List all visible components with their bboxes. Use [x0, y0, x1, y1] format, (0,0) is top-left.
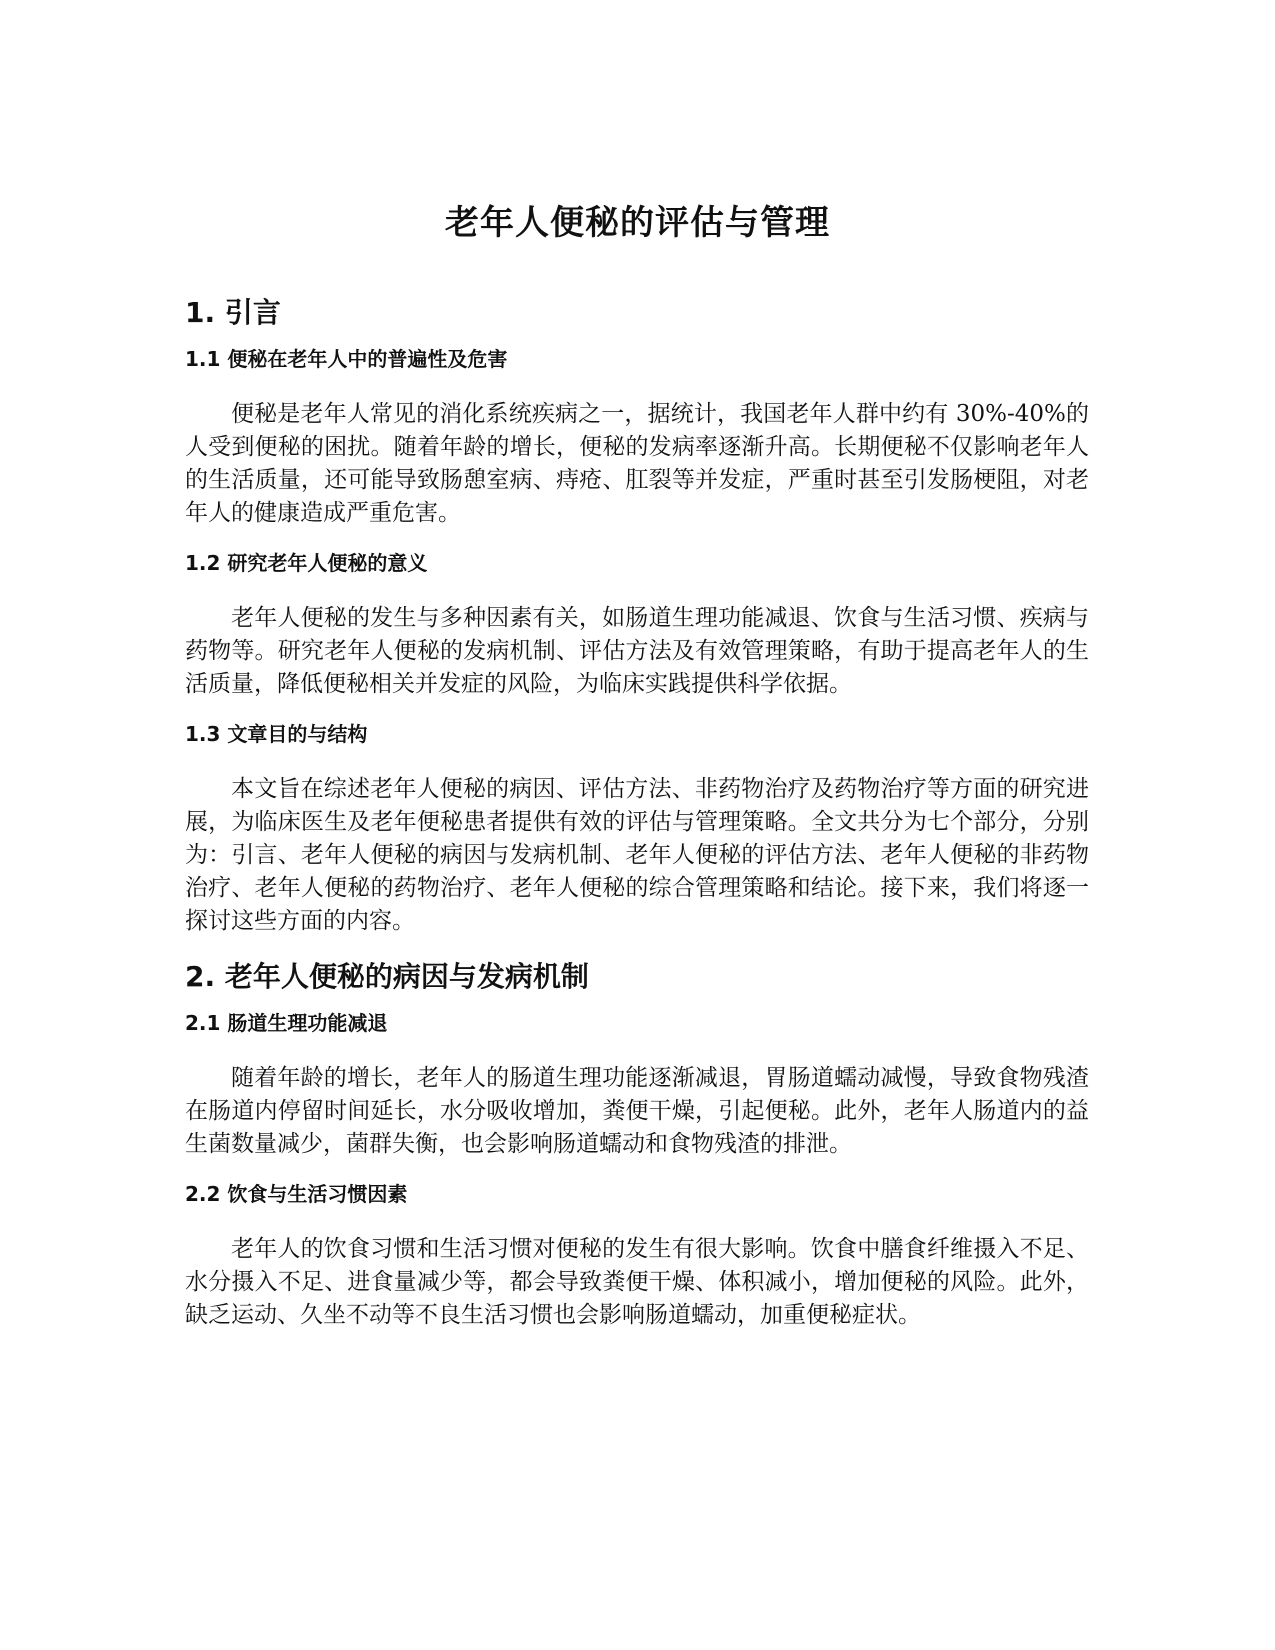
document-title: 老年人便秘的评估与管理: [445, 203, 830, 243]
subsection-heading: 2.2 饮食与生活习惯因素: [185, 1182, 408, 1206]
section-heading: 1. 引言: [185, 296, 281, 329]
subsection-heading: 1.1 便秘在老年人中的普遍性及危害: [185, 347, 508, 371]
paragraph: 便秘是老年人常见的消化系统疾病之一，据统计，我国老年人群中约有 30%-40%的人受到便秘的困扰。随着年龄的增长，便秘的发病率逐渐升高。长期便秘不仅影响老年人的生活质量，还可能导致肠憩室病、痔疮、肛裂等并发症，严重时甚至引发肠梗阻，对老年人的健康造成严重危害。: [185, 401, 1089, 526]
subsection-heading: 1.3 文章目的与结构: [185, 722, 368, 746]
paragraph: 随着年龄的增长，老年人的肠道生理功能逐渐减退，胃肠道蠕动减慢，导致食物残渣在肠道内停留时间延长，水分吸收增加，粪便干燥，引起便秘。此外，老年人肠道内的益生菌数量减少，菌群失衡，也会影响肠道蠕动和食物残渣的排泄。: [185, 1065, 1089, 1157]
subsection-heading: 1.2 研究老年人便秘的意义: [185, 551, 428, 575]
paragraph: 老年人便秘的发生与多种因素有关，如肠道生理功能减退、饮食与生活习惯、疾病与药物等。研究老年人便秘的发病机制、评估方法及有效管理策略，有助于提高老年人的生活质量，降低便秘相关并发症的风险，为临床实践提供科学依据。: [185, 605, 1089, 697]
paragraph: 本文旨在综述老年人便秘的病因、评估方法、非药物治疗及药物治疗等方面的研究进展，为临床医生及老年便秘患者提供有效的评估与管理策略。全文共分为七个部分，分别为：引言、老年人便秘的病因与发病机制、老年人便秘的评估方法、老年人便秘的非药物治疗、老年人便秘的药物治疗、老年人便秘的综合管理策略和结论。接下来，我们将逐一探讨这些方面的内容。: [185, 776, 1089, 934]
paragraph: 老年人的饮食习惯和生活习惯对便秘的发生有很大影响。饮食中膳食纤维摄入不足、水分摄入不足、进食量减少等，都会导致粪便干燥、体积减小，增加便秘的风险。此外，缺乏运动、久坐不动等不良生活习惯也会影响肠道蠕动，加重便秘症状。: [185, 1236, 1089, 1328]
subsection-heading: 2.1 肠道生理功能减退: [185, 1011, 388, 1035]
document-body: [185, 292, 1089, 1350]
section-heading: 2. 老年人便秘的病因与发病机制: [185, 960, 589, 993]
